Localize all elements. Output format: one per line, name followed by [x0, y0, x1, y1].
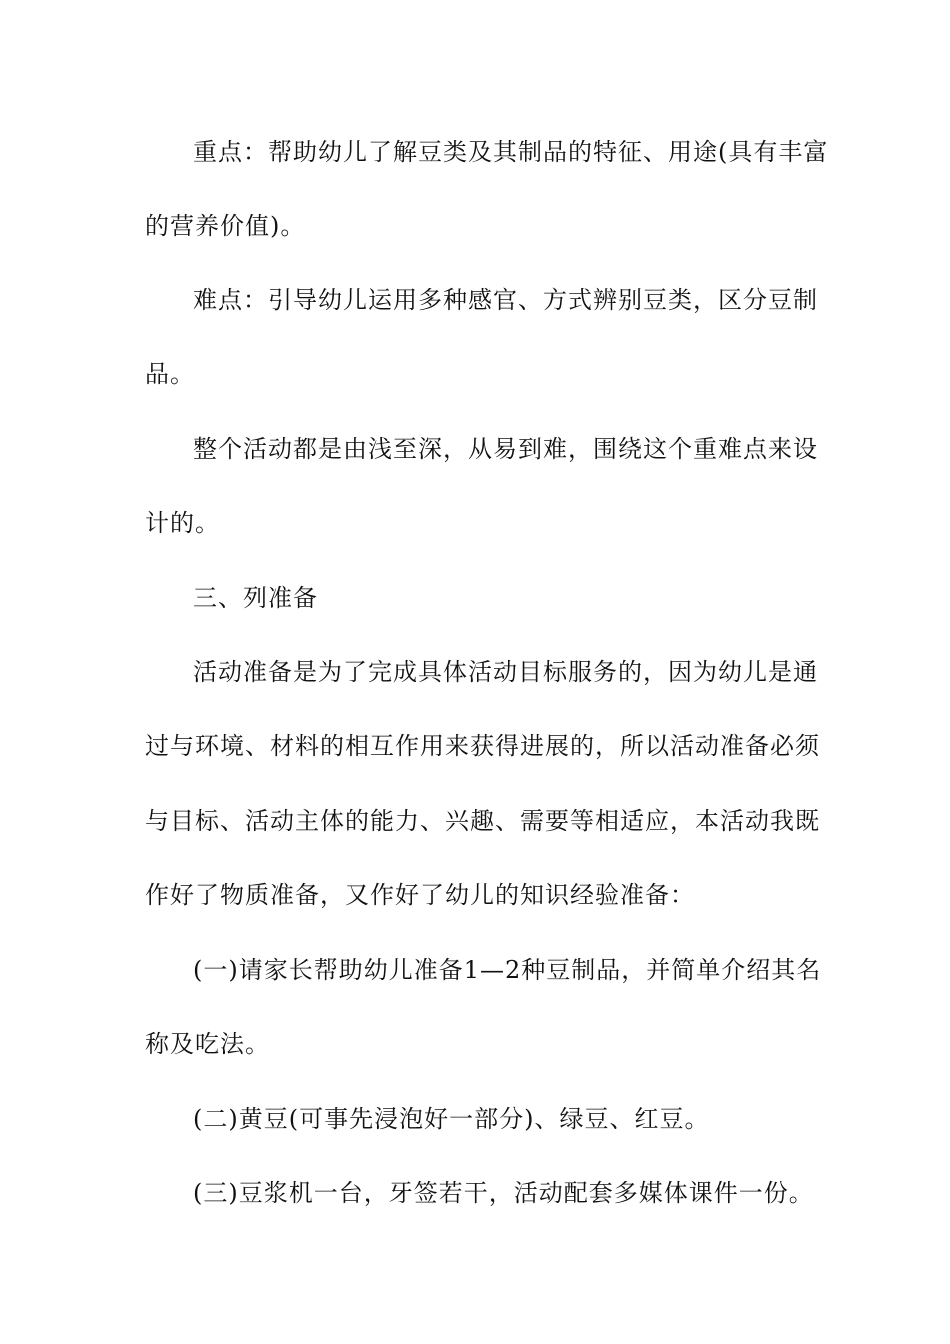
paragraph-key-point-line-1: 重点：帮助幼儿了解豆类及其制品的特征、用途(具有丰富	[193, 138, 829, 166]
paragraph-preparation-line-3: 与目标、活动主体的能力、兴趣、需要等相适应，本活动我既	[145, 807, 820, 835]
paragraph-preparation-line-1: 活动准备是为了完成具体活动目标服务的，因为幼儿是通	[193, 658, 818, 686]
list-item-1-line-1: (一)请家长帮助幼儿准备1—2种豆制品，并简单介绍其名	[193, 956, 822, 984]
paragraph-preparation-line-2: 过与环境、材料的相互作用来获得进展的，所以活动准备必须	[145, 732, 820, 760]
paragraph-preparation-line-4: 作好了物质准备，又作好了幼儿的知识经验准备：	[145, 881, 695, 909]
paragraph-difficulty-line-1: 难点：引导幼儿运用多种感官、方式辨别豆类，区分豆制	[193, 286, 818, 314]
section-heading-preparation: 三、列准备	[193, 584, 318, 612]
list-item-2: (二)黄豆(可事先浸泡好一部分)、绿豆、红豆。	[193, 1105, 710, 1133]
paragraph-difficulty-line-2: 品。	[145, 360, 195, 388]
paragraph-design-line-1: 整个活动都是由浅至深，从易到难，围绕这个重难点来设	[193, 435, 818, 463]
list-item-1-line-2: 称及吃法。	[145, 1030, 270, 1058]
list-item-3: (三)豆浆机一台，牙签若干，活动配套多媒体课件一份。	[193, 1179, 814, 1207]
paragraph-design-line-2: 计的。	[145, 509, 220, 537]
paragraph-key-point-line-2: 的营养价值)。	[145, 212, 306, 240]
